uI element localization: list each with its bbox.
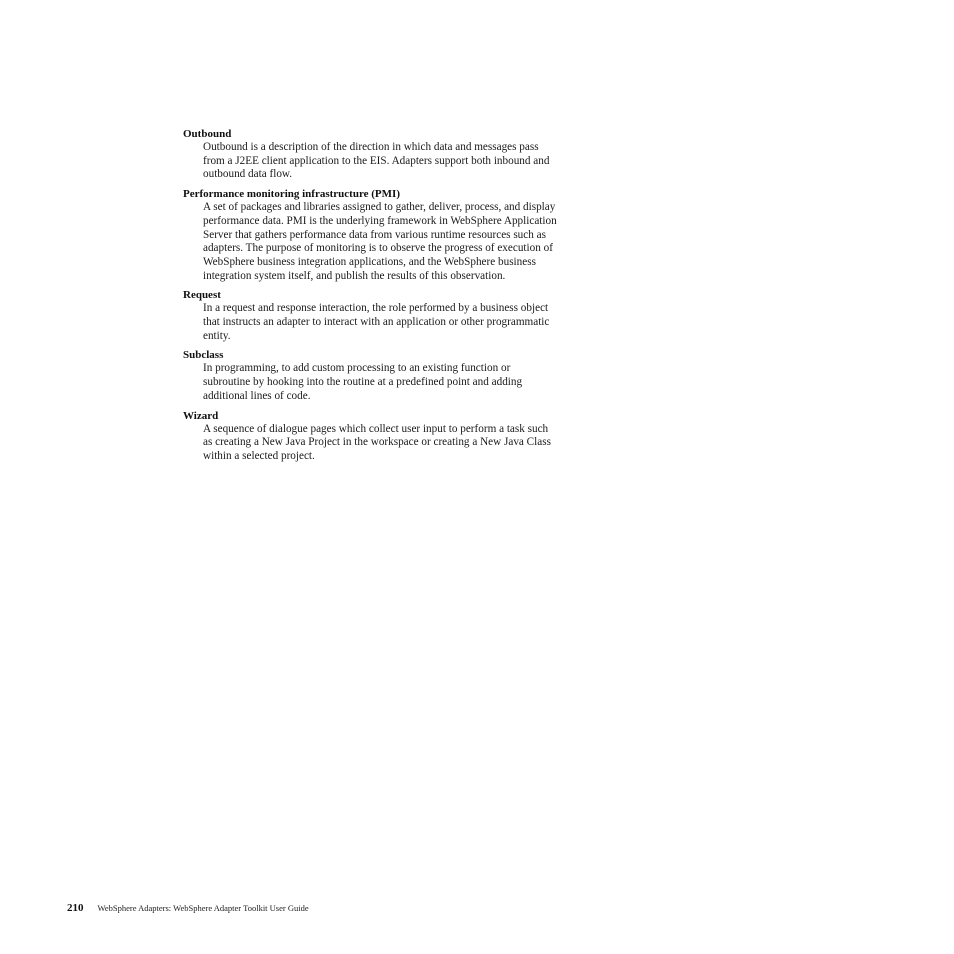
definition-line: In a request and response interaction, the role performed by a business object: [203, 302, 549, 315]
glossary-entry-subclass: [183, 348, 613, 403]
definition-line: A sequence of dialogue pages which collect user input to perform a task such: [203, 422, 549, 435]
glossary-term: Performance monitoring infrastructure (PMI): [183, 188, 400, 201]
glossary-entry-outbound: [183, 127, 613, 182]
glossary-entry-pmi: [183, 187, 613, 283]
definition-line: Outbound is a description of the direction in which data and messages pass: [203, 141, 539, 153]
definition-line: additional lines of code.: [203, 389, 311, 402]
page-number: 210: [67, 902, 84, 914]
glossary-definition: [203, 201, 613, 283]
glossary-term: Wizard: [183, 409, 219, 422]
definition-line: subroutine by hooking into the routine at a predefined point and adding: [203, 376, 523, 389]
definition-line: integration system itself, and publish the results of this observation.: [203, 269, 506, 282]
definition-line: that instructs an adapter to interact with an application or other programmatic: [203, 316, 550, 329]
definition-line: In programming, to add custom processing to an existing function or: [203, 362, 511, 375]
glossary-definition: [203, 362, 613, 403]
page-footer: [67, 902, 309, 916]
definition-line: outbound data flow.: [203, 168, 293, 181]
definition-line: Server that gathers performance data from various runtime resources such as: [203, 228, 546, 241]
glossary-definition: [203, 302, 613, 343]
glossary-definition: [203, 423, 613, 464]
glossary-term: Outbound: [183, 128, 232, 140]
definition-line: A set of packages and libraries assigned to gather, deliver, process, and display: [203, 201, 556, 214]
glossary-definition: [203, 141, 613, 182]
glossary-list: [183, 127, 613, 469]
glossary-term: Request: [183, 289, 221, 302]
definition-line: as creating a New Java Project in the workspace or creating a New Java Class: [203, 436, 551, 449]
footer-book-title: WebSphere Adapters: WebSphere Adapter Toolkit User Guide: [97, 903, 309, 913]
definition-line: entity.: [203, 329, 231, 342]
glossary-entry-request: [183, 288, 613, 343]
definition-line: adapters. The purpose of monitoring is to observe the progress of execution of: [203, 242, 553, 255]
glossary-term: Subclass: [183, 349, 224, 362]
definition-line: WebSphere business integration applications, and the WebSphere business: [203, 255, 536, 268]
definition-line: within a selected project.: [203, 449, 315, 462]
glossary-entry-wizard: [183, 409, 613, 464]
definition-line: from a J2EE client application to the EIS. Adapters support both inbound and: [203, 154, 550, 167]
definition-line: performance data. PMI is the underlying framework in WebSphere Application: [203, 214, 557, 227]
